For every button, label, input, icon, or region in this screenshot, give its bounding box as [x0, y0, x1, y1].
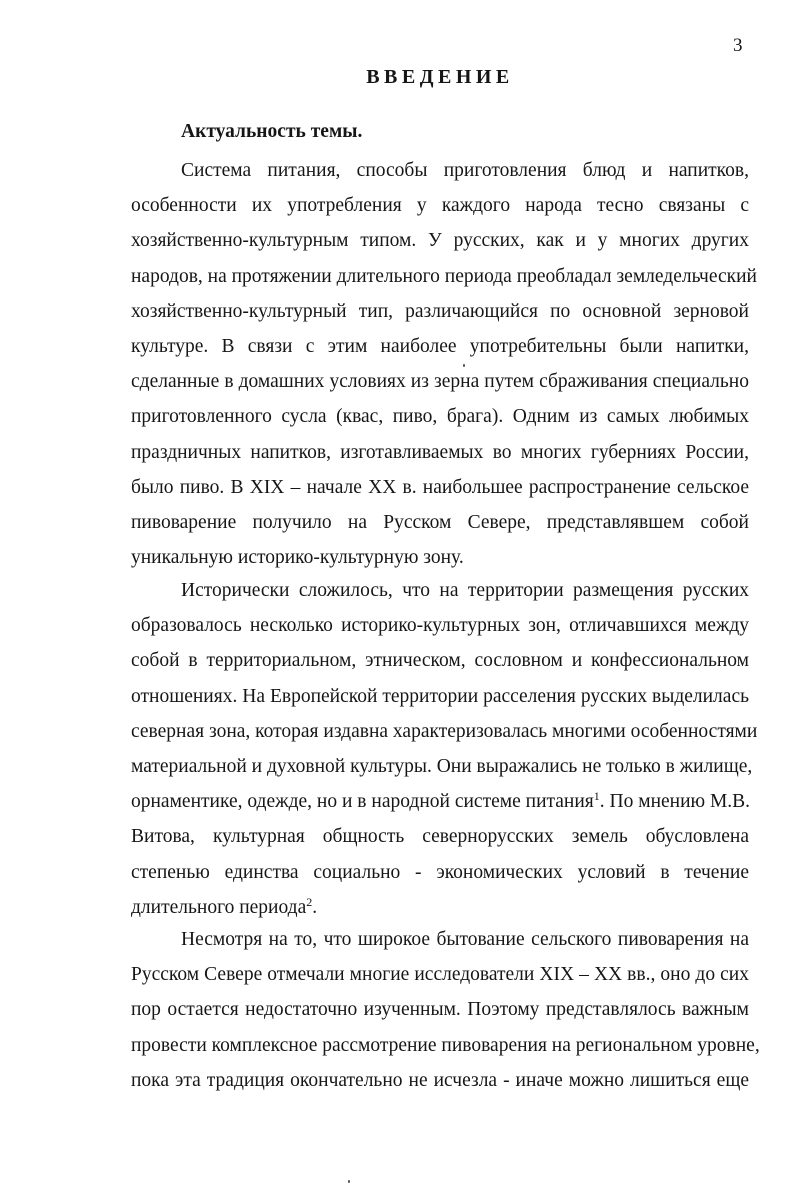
text-line: праздничных напитков, изготавливаемых во многих губерниях России,	[131, 441, 749, 463]
text-line: образовалось несколько историко-культурных зон, отличавшихся между	[131, 615, 749, 637]
text-segment: . По мнению М.В.	[599, 791, 751, 813]
text-line	[131, 890, 749, 925]
text-line: хозяйственно-культурный тип, различающийся по основной зерновой	[131, 300, 749, 322]
text-line: провести комплексное рассмотрение пивоварения на региональном уровне,	[131, 1034, 760, 1056]
text-line: степенью единства социально - экономических условий в течение	[131, 861, 749, 883]
scan-speck	[348, 1180, 350, 1183]
text-line: сделанные в домашних условиях из зерна путем сбраживания специально	[131, 371, 749, 393]
text-line: хозяйственно-культурным типом. У русских, как и у многих других	[131, 230, 749, 252]
text-line: было пиво. В XIX – начале XX в. наибольшее распространение сельское	[131, 476, 749, 498]
text-line: Русском Севере отмечали многие исследователи XIX – XX вв., оно до сих	[131, 964, 749, 986]
footnote-marker: 1	[593, 789, 600, 804]
text-line: отношениях. На Европейской территории расселения русских выделилась	[131, 685, 749, 707]
text-line: собой в территориальном, этническом, сословном и конфессиональном	[131, 650, 749, 672]
text-line	[131, 784, 749, 819]
text-line: пока эта традиция окончательно не исчезла - иначе можно лишиться еще	[131, 1069, 749, 1091]
text-line: пор остается недостаточно изученным. Поэтому представлялось важным	[131, 999, 749, 1021]
text-line: Несмотря на то, что широкое бытование сельского пивоварения на	[181, 929, 749, 950]
text-line: культуре. В связи с этим наиболее употребительны были напитки,	[131, 335, 749, 357]
text-line: уникальную историко-культурную зону.	[131, 547, 464, 569]
paragraph-1	[131, 153, 757, 575]
section-heading: ВВЕДЕНИЕ	[366, 66, 514, 88]
footnote-marker: 2	[306, 894, 313, 909]
page-number: 3	[733, 35, 743, 56]
text-line: Система питания, способы приготовления блюд и напитков,	[181, 160, 749, 181]
scan-speck	[463, 364, 465, 367]
text-segment: орнаментике, одежде, но и в народной системе питания	[131, 791, 594, 813]
subsection-heading: Актуальность темы.	[181, 121, 363, 142]
text-line: пивоварение получило на Русском Севере, представлявшем собой	[131, 511, 749, 533]
text-line: материальной и духовной культуры. Они выражались не только в жилище,	[131, 755, 753, 777]
paragraph-2	[131, 573, 758, 925]
text-line: приготовленного сусла (квас, пиво, брага). Одним из самых любимых	[131, 406, 749, 428]
paragraph-3	[131, 922, 760, 1098]
text-line: народов, на протяжении длительного периода преобладал земледельческий	[131, 265, 757, 287]
text-line: Исторически сложилось, что на территории размещения русских	[181, 580, 749, 601]
text-segment: .	[312, 896, 318, 918]
text-segment: длительного периода	[131, 896, 307, 918]
text-line: Витова, культурная общность севернорусских земель обусловлена	[131, 826, 749, 848]
text-line: особенности их употребления у каждого народа тесно связаны с	[131, 195, 749, 217]
text-line: северная зона, которая издавна характеризовалась многими особенностями	[131, 720, 758, 742]
